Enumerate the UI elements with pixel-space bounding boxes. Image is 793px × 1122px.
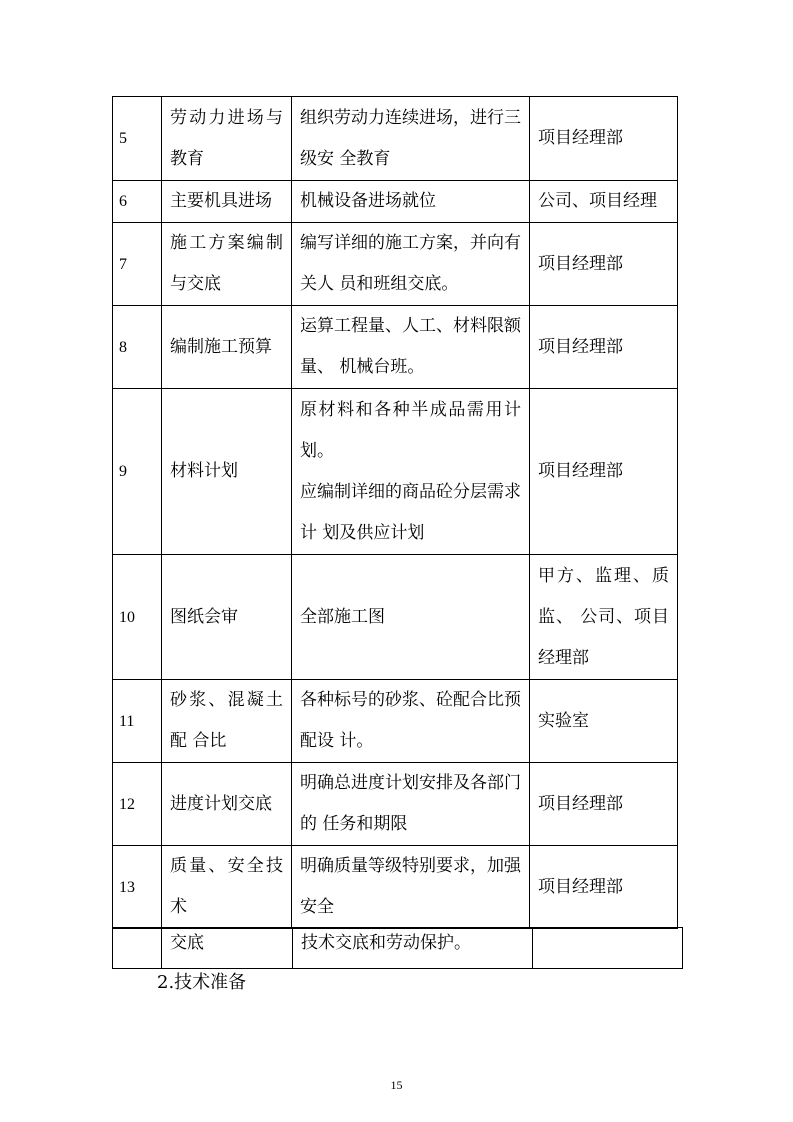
row-number: 12 — [113, 763, 162, 846]
row-item: 质量、安全技术 — [162, 846, 292, 929]
row-owner — [533, 928, 683, 969]
row-owner: 公司、项目经理 — [530, 181, 678, 223]
content-line: 应编制详细的商品砼分层需求计 划及供应计划 — [300, 481, 521, 543]
row-item: 进度计划交底 — [162, 763, 292, 846]
row-content: 明确总进度计划安排及各部门的 任务和期限 — [292, 763, 530, 846]
row-content: 运算工程量、人工、材料限额量、 机械台班。 — [292, 306, 530, 389]
row-item: 材料计划 — [162, 389, 292, 555]
row-number — [113, 928, 162, 969]
table-row — [113, 223, 678, 306]
page-number: 15 — [390, 1078, 403, 1092]
row-number: 6 — [113, 181, 162, 223]
table-row — [113, 306, 678, 389]
table-row — [113, 928, 683, 969]
row-number: 9 — [113, 389, 162, 555]
preparation-table — [112, 96, 678, 929]
row-owner: 项目经理部 — [530, 846, 678, 929]
row-owner: 项目经理部 — [530, 223, 678, 306]
continuation-table — [112, 927, 683, 969]
row-owner: 甲方、监理、质监、 公司、项目经理部 — [530, 555, 678, 680]
table-row — [113, 763, 678, 846]
row-number: 13 — [113, 846, 162, 929]
row-item: 主要机具进场 — [162, 181, 292, 223]
row-item: 图纸会审 — [162, 555, 292, 680]
row-owner: 项目经理部 — [530, 97, 678, 181]
row-item: 编制施工预算 — [162, 306, 292, 389]
row-number: 11 — [113, 680, 162, 763]
section-heading: 2.技术准备 — [157, 972, 247, 993]
table-row — [113, 846, 678, 929]
row-item: 劳动力进场与教育 — [162, 97, 292, 181]
row-owner: 项目经理部 — [530, 389, 678, 555]
row-content: 全部施工图 — [292, 555, 530, 680]
row-content — [292, 389, 530, 555]
table-row — [113, 389, 678, 555]
row-content: 各种标号的砂浆、砼配合比预配设 计。 — [292, 680, 530, 763]
table-row — [113, 680, 678, 763]
row-item: 施工方案编制与交底 — [162, 223, 292, 306]
row-item: 交底 — [162, 928, 293, 969]
row-owner: 项目经理部 — [530, 306, 678, 389]
table-row — [113, 181, 678, 223]
row-content: 组织劳动力连续进场，进行三级安 全教育 — [292, 97, 530, 181]
table-row — [113, 555, 678, 680]
row-content: 机械设备进场就位 — [292, 181, 530, 223]
row-content: 技术交底和劳动保护。 — [293, 928, 533, 969]
row-content: 明确质量等级特别要求，加强安全 — [292, 846, 530, 929]
row-number: 10 — [113, 555, 162, 680]
table-row — [113, 97, 678, 181]
row-item: 砂浆、混凝土配 合比 — [162, 680, 292, 763]
row-number: 5 — [113, 97, 162, 181]
content-line: 原材料和各种半成品需用计划。 — [300, 399, 521, 461]
row-number: 8 — [113, 306, 162, 389]
row-owner: 实验室 — [530, 680, 678, 763]
row-number: 7 — [113, 223, 162, 306]
row-owner: 项目经理部 — [530, 763, 678, 846]
row-content: 编写详细的施工方案，并向有关人 员和班组交底。 — [292, 223, 530, 306]
